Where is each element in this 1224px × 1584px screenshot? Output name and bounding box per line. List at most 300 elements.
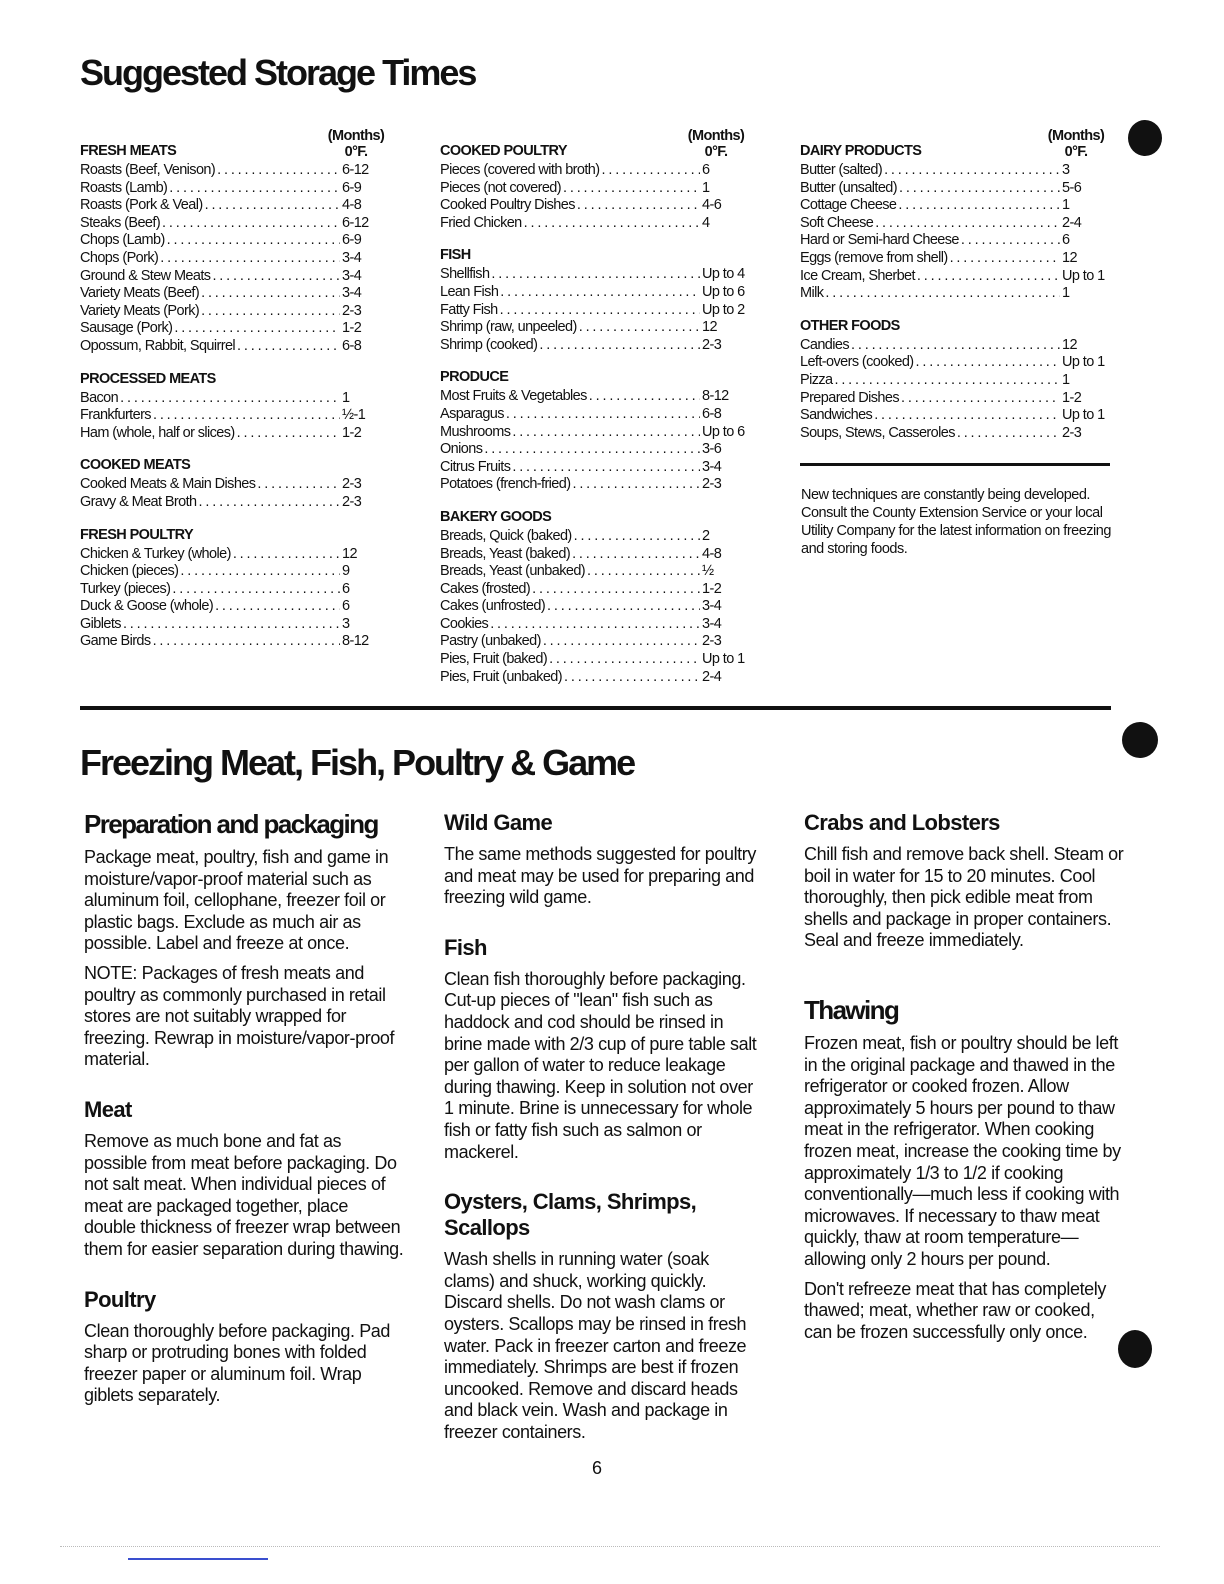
section-paragraph: NOTE: Packages of fresh meats and poultry as commonly purchased in retail stores are not suitably wrapped for freezing. Rewrap in moisture/vapor-proof material. [84,962,395,1070]
category-name: FISH [440,247,471,264]
leader-dots [233,546,340,564]
item-months: 3-4 [702,458,722,475]
freezing-section [444,1189,764,1443]
storage-item [440,441,750,459]
section-paragraph: Remove as much bone and fat as possible from meat before packaging. Do not salt meat. When individual pieces of meat are packaged together, place double thickness of freezer wrap between them for easier separation during thawing. [84,1130,404,1259]
leader-dots [153,633,340,651]
storage-item [800,180,1110,198]
item-name: Frankfurters [80,407,151,424]
item-name: Breads, Yeast (baked) [440,545,571,562]
leader-dots [174,320,340,338]
leader-dots [484,441,700,459]
leader-dots [500,284,700,302]
item-months: 2-3 [1062,424,1082,441]
item-months: 6-12 [342,162,369,178]
item-months: ½ [702,563,714,580]
item-months: Up to 6 [702,423,745,440]
leader-dots [957,425,1060,443]
storage-item [440,476,750,494]
leader-dots [212,268,340,286]
item-name: Duck & Goose (whole) [80,598,214,615]
storage-note: New techniques are constantly being developed. Consult the County Extension Service or your local Utility Company for the latest information on freezing and storing foods. [801,487,1111,557]
leader-dots [237,338,340,356]
storage-category [80,128,390,356]
item-months: 6 [342,598,350,615]
item-months: 12 [702,319,717,336]
item-months: Up to 1 [1062,354,1105,371]
leader-dots [160,250,340,268]
item-months: 2 [702,527,710,544]
item-months: 1-2 [702,580,722,597]
item-months: 1 [1062,285,1070,302]
leader-dots [490,616,700,634]
item-months: 1-2 [342,424,362,441]
storage-category [440,128,750,232]
item-name: Asparagus [440,405,504,422]
leader-dots [602,162,701,180]
storage-category [80,526,390,652]
item-months: 1 [702,179,710,196]
item-months: Up to 1 [1062,267,1105,284]
storage-item [800,354,1110,372]
item-months: 2-4 [702,668,722,685]
section-paragraph: Chill fish and remove back shell. Steam or boil in water for 15 to 20 minutes. Cool thoroughly, then pick edible meat from shells and package in proper containers. Seal and freeze immediately. [804,844,1124,951]
storage-item [80,425,390,443]
storage-column-3 [800,128,1110,456]
item-months: 6-9 [342,179,362,196]
item-name: Fatty Fish [440,301,498,318]
item-months: 2-3 [342,476,362,493]
section-heading: Oysters, Clams, Shrimps, Scallops [444,1189,697,1241]
item-name: Cooked Meats & Main Dishes [80,476,256,493]
item-months: Up to 1 [702,651,745,668]
leader-dots [589,388,700,406]
storage-item [440,669,750,687]
section-paragraph: Wash shells in running water (soak clams) and shuck, working quickly. Discard shells. Do not wash clams or oysters. Scallops may be rinsed in fresh water. Pack in freezer carton and freeze immediately. Shrimps are best if frozen uncooked. Remove and discard heads and black vein. Wash and package in freezer containers. [444,1249,747,1442]
storage-item [80,338,390,356]
item-name: Soups, Stews, Casseroles [800,424,955,441]
leader-dots [491,266,700,284]
item-months: 8-12 [342,633,369,650]
freezing-section [84,810,404,1071]
leader-dots [547,598,700,616]
item-months: 1-2 [1062,389,1082,406]
leader-dots [524,215,700,233]
item-name: Shrimp (cooked) [440,336,538,353]
leader-dots [153,407,340,425]
storage-item [440,180,750,198]
leader-dots [899,180,1060,198]
item-months: 6-8 [342,337,362,354]
item-name: Cakes (frosted) [440,580,531,597]
storage-item [440,633,750,651]
storage-item [80,250,390,268]
section-heading: Meat [84,1096,132,1122]
category-name: PROCESSED MEATS [80,370,216,387]
section-paragraph: Clean fish thoroughly before packaging. Cut-up pieces of "lean" fish such as haddock and cod should be rinsed in brine made with 2/3 cup of pure table salt per gallon of water to reduce leakage during thawing. Keep in solution not over 1 minute. Brine is unnecessary for whole fish or fatty fish such as salmon or mackerel. [444,968,757,1162]
storage-item [440,581,750,599]
freezing-section [84,1097,404,1261]
item-months: 2-3 [342,302,362,319]
category-header [80,526,390,544]
item-name: Cottage Cheese [800,197,897,214]
leader-dots [950,250,1060,268]
freezing-column-1 [84,810,404,1415]
freezing-column-3 [804,810,1124,1351]
item-name: Cakes (unfrosted) [440,598,546,615]
storage-item [800,372,1110,390]
item-name: Pieces (covered with broth) [440,162,600,178]
temperature-label: 0°F. [704,144,728,160]
section-heading: Fish [444,934,487,960]
item-months: 8-12 [702,388,729,405]
storage-item [440,162,750,180]
scan-edge-line [60,1546,1160,1547]
leader-dots [199,494,340,512]
leader-dots [579,319,700,337]
item-months: 2-4 [1062,214,1082,231]
category-header [440,508,750,526]
leader-dots [201,285,340,303]
item-name: Chops (Lamb) [80,232,165,249]
leader-dots [237,425,340,443]
item-name: Gravy & Meat Broth [80,493,197,510]
item-name: Hard or Semi-hard Cheese [800,232,959,249]
item-months: 6 [342,580,350,597]
item-name: Left-overs (cooked) [800,354,914,371]
storage-item [800,215,1110,233]
storage-item [440,388,750,406]
item-name: Pies, Fruit (baked) [440,651,548,668]
item-months: 2-3 [702,633,722,650]
storage-column-1 [80,128,390,665]
item-name: Butter (unsalted) [800,179,897,196]
storage-item [80,581,390,599]
item-name: Breads, Quick (baked) [440,527,572,544]
item-name: Cookies [440,615,489,632]
item-months: 3-4 [342,249,362,266]
category-header [440,368,750,386]
storage-item [440,528,750,546]
section-divider-rule [80,706,1111,710]
section-heading: Wild Game [444,810,553,835]
category-header [440,128,750,160]
item-name: Fried Chicken [440,214,522,231]
item-name: Game Birds [80,633,151,650]
months-header [676,128,756,160]
leader-dots [506,406,700,424]
storage-item [440,284,750,302]
item-name: Cooked Poultry Dishes [440,197,575,214]
item-name: Candies [800,336,849,353]
section-paragraph: Don't refreeze meat that has completely thawed; meat, whether raw or cooked, can be frozen successfully only once. [804,1278,1106,1342]
storage-item [440,598,750,616]
leader-dots [201,303,340,321]
storage-item [440,337,750,355]
section-heading: Preparation and packaging [84,809,378,839]
storage-item [800,268,1110,286]
storage-item [440,424,750,442]
leader-dots [563,180,700,198]
months-label: (Months) [327,128,385,144]
item-months: 6-9 [342,232,362,249]
storage-item [440,651,750,669]
item-name: Steaks (Beef) [80,214,161,231]
storage-item [80,232,390,250]
item-months: 6-12 [342,214,369,231]
storage-item [440,302,750,320]
item-months: 2-3 [702,476,722,493]
item-name: Prepared Dishes [800,389,899,406]
leader-dots [539,337,700,355]
storage-item [440,197,750,215]
storage-item [800,285,1110,303]
leader-dots [167,232,340,250]
months-header [1036,128,1116,160]
leader-dots [825,285,1060,303]
storage-item [80,268,390,286]
item-months: 4 [702,214,710,231]
section-heading: Crabs and Lobsters [804,810,1000,835]
leader-dots [916,354,1060,372]
storage-item [800,250,1110,268]
category-name: COOKED MEATS [80,457,191,474]
storage-item [80,563,390,581]
category-name: BAKERY GOODS [440,508,552,525]
storage-item [80,320,390,338]
storage-item [440,563,750,581]
item-months: Up to 4 [702,266,745,283]
leader-dots [120,390,340,408]
freezing-section [84,1287,404,1407]
binder-hole-mark-2 [1122,722,1158,758]
item-months: Up to 6 [702,283,745,300]
leader-dots [901,390,1060,408]
item-months: 12 [342,545,357,562]
item-months: 6 [1062,232,1070,249]
leader-dots [875,215,1060,233]
item-name: Onions [440,441,483,458]
storage-item [80,476,390,494]
leader-dots [123,616,340,634]
storage-item [80,215,390,233]
item-months: 3-4 [702,615,722,632]
item-name: Lean Fish [440,283,499,300]
item-months: 9 [342,563,350,580]
item-months: Up to 2 [702,301,745,318]
storage-item [800,162,1110,180]
binder-hole-mark-3 [1118,1330,1152,1368]
storage-item [80,285,390,303]
item-name: Bacon [80,389,119,406]
item-months: 5-6 [1062,179,1082,196]
leader-dots [587,563,700,581]
item-months: 4-8 [702,545,722,562]
item-months: 1-2 [342,320,362,337]
freezing-title: Freezing Meat, Fish, Poultry & Game [80,742,635,783]
freezing-section [444,935,764,1163]
storage-category [80,370,390,443]
storage-category [800,317,1110,443]
item-months: 2-3 [342,493,362,510]
storage-item [80,633,390,651]
item-months: Up to 1 [1062,407,1105,424]
item-name: Ice Cream, Sherbet [800,267,915,284]
storage-item [800,390,1110,408]
leader-dots [574,528,700,546]
category-header [80,370,390,388]
item-months: 1 [342,389,350,406]
leader-dots [549,651,700,669]
item-name: Milk [800,285,824,302]
leader-dots [215,598,340,616]
leader-dots [917,268,1060,286]
leader-dots [961,232,1060,250]
item-name: Sandwiches [800,407,873,424]
storage-item [80,197,390,215]
months-header [316,128,396,160]
storage-category [440,368,750,494]
leader-dots [572,546,700,564]
divider-rule [800,463,1110,466]
category-header [80,128,390,160]
storage-item [80,180,390,198]
category-name: COOKED POULTRY [440,143,567,159]
item-months: 6-8 [702,405,722,422]
months-label: (Months) [1047,128,1105,144]
item-name: Chops (Pork) [80,249,159,266]
storage-item [800,197,1110,215]
leader-dots [162,215,340,233]
leader-dots [564,669,700,687]
section-paragraph: The same methods suggested for poultry and meat may be used for preparing and freezing wild game. [444,844,756,908]
section-heading: Thawing [804,994,899,1025]
item-name: Chicken (pieces) [80,563,179,580]
leader-dots [217,162,340,180]
item-months: 4-6 [702,197,722,214]
item-months: 3-4 [702,598,722,615]
item-name: Pastry (unbaked) [440,633,541,650]
leader-dots [874,407,1060,425]
category-name: DAIRY PRODUCTS [800,143,922,159]
storage-item [800,407,1110,425]
binder-hole-mark [1128,120,1162,156]
category-name: FRESH POULTRY [80,526,194,543]
category-header [440,246,750,264]
item-name: Opossum, Rabbit, Squirrel [80,337,236,354]
item-name: Eggs (remove from shell) [800,249,948,266]
item-name: Giblets [80,615,121,632]
leader-dots [851,337,1060,355]
leader-dots [532,581,700,599]
category-header [800,128,1110,160]
storage-item [440,616,750,634]
storage-item [800,232,1110,250]
item-months: 12 [1062,336,1077,353]
leader-dots [500,302,700,320]
storage-column-2 [440,128,750,700]
item-name: Variety Meats (Pork) [80,302,200,319]
item-name: Sausage (Pork) [80,320,173,337]
item-name: Citrus Fruits [440,458,511,475]
category-name: PRODUCE [440,369,509,386]
item-name: Potatoes (french-fried) [440,476,571,493]
leader-dots [512,459,700,477]
section-paragraph: Frozen meat, fish or poultry should be left in the original package and thawed in the refrigerator or cooked frozen. Allow approximately 5 hours per pound to thaw meat in the refrigerator. When cooking frozen meat, increase the cooking time by approximately 1/3 to 1/2 if cooking conventionally—much less if cooking with microwaves. If necessary to thaw meat quickly, thaw at room temperature—allowing only 2 hours per pound. [804,1032,1121,1269]
category-name: OTHER FOODS [800,317,900,334]
item-name: Soft Cheese [800,214,874,231]
storage-item [80,303,390,321]
item-months: 1 [1062,197,1070,214]
freezing-section [444,810,764,909]
leader-dots [834,372,1060,390]
storage-item [800,425,1110,443]
storage-item [440,266,750,284]
item-name: Breads, Yeast (unbaked) [440,563,586,580]
storage-category [800,128,1110,303]
storage-item [80,407,390,425]
item-name: Pieces (not covered) [440,179,561,196]
freezing-section [804,996,1124,1343]
leader-dots [898,197,1060,215]
storage-item [80,390,390,408]
item-name: Butter (salted) [800,162,883,178]
leader-dots [172,581,340,599]
months-label: (Months) [687,128,745,144]
item-name: Most Fruits & Vegetables [440,388,587,405]
storage-item [440,319,750,337]
storage-item [440,406,750,424]
item-name: Variety Meats (Beef) [80,285,200,302]
item-months: 4-8 [342,197,362,214]
storage-item [80,494,390,512]
item-name: Pizza [800,371,833,388]
leader-dots [512,424,700,442]
category-header [800,317,1110,335]
item-months: 1 [1062,371,1070,388]
storage-item [440,459,750,477]
storage-title: Suggested Storage Times [80,52,476,93]
item-months: 2-3 [702,336,722,353]
item-months: 3-4 [342,267,362,284]
item-months: 3-6 [702,441,722,458]
storage-item [800,337,1110,355]
item-name: Roasts (Pork & Veal) [80,197,203,214]
item-months: 3 [1062,162,1070,178]
item-name: Chicken & Turkey (whole) [80,545,231,562]
item-name: Shrimp (raw, unpeeled) [440,319,577,336]
leader-dots [180,563,340,581]
temperature-label: 0°F. [344,144,368,160]
item-name: Roasts (Beef, Venison) [80,162,216,178]
category-header [80,456,390,474]
storage-item [80,598,390,616]
item-name: Mushrooms [440,423,511,440]
storage-item [80,616,390,634]
scan-edge-mark [128,1558,268,1560]
item-name: Pies, Fruit (unbaked) [440,668,562,685]
item-months: ½-1 [342,407,366,424]
leader-dots [577,197,700,215]
item-name: Ground & Stew Meats [80,267,211,284]
leader-dots [257,476,340,494]
storage-category [440,508,750,686]
leader-dots [884,162,1060,180]
section-paragraph: Clean thoroughly before packaging. Pad sharp or protruding bones with folded freezer paper or aluminum foil. Wrap giblets separately. [84,1320,391,1406]
temperature-label: 0°F. [1064,144,1088,160]
leader-dots [572,476,700,494]
section-paragraph: Package meat, poultry, fish and game in moisture/vapor-proof material such as aluminum foil, cellophane, freezer foil or plastic bags. Exclude as much air as possible. Label and freeze at once. [84,847,389,954]
